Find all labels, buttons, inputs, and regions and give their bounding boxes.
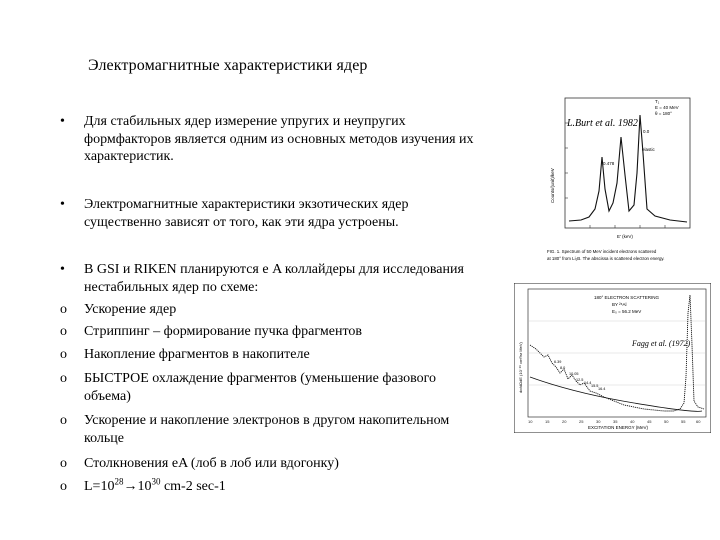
slide-title: Электромагнитные характеристики ядер [88,57,368,74]
figure1-ylabel: Counts/(unit)/keV [550,168,555,203]
figure2-peak-label: 14.4 [584,381,592,385]
sub-marker: o [60,371,67,386]
figure2-xtick: 25 [579,419,584,424]
lumi-exp1: 28 [114,476,124,487]
figure-burt-spectrum [545,93,695,268]
luminosity-line [84,478,474,496]
figure2-peak-label: 6.39 [554,360,562,364]
figure2-peak-label: 10.05 [569,372,579,376]
lumi-prefix: L=10 [84,479,115,494]
figure1-legend-line3: θ = 180° [655,111,672,116]
figure-fagg-svg [514,283,711,433]
sub-item-accumulation: Накопление фрагментов в накопителе [84,347,310,362]
figure2-peak-label: 8.0 [560,366,566,370]
bullet-stable-nuclei: Для стабильных ядер измерение упругих и неупругих формфакторов является одним из основных методов изучения их характеристик. [84,114,474,164]
figure2-xtick: 35 [613,419,618,424]
figure2-xtick: 40 [630,419,635,424]
figure2-xtick: 20 [562,419,567,424]
figure1-peak-label: 0.478 [603,161,615,166]
lumi-suffix: cm-2 sec-1 [160,479,226,494]
figure2-ylabel: dσ/dΩdE (10⁻²⁹ cm²/sr MeV) [518,342,523,393]
figure2-xtick: 15 [545,419,550,424]
figure1-peak-label: 0.0 [643,129,650,134]
sub-marker: o [60,302,67,317]
sub-item-collisions: Столкновения eA (лоб в лоб или вдогонку) [84,456,339,471]
figure2-peak-label: 15.5 [591,384,599,388]
figure2-peak-label: 16.4 [598,387,606,391]
figure1-legend-line2: E = 40 MeV [655,105,679,110]
figure2-xtick: 60 [696,419,701,424]
figure1-caption-line1: FIG. 1. Spectrum of 50 MeV incident electrons scattered [547,249,657,254]
figure1-xlabel: E' (keV) [617,234,633,239]
figure-burt-svg [545,93,695,268]
figure1-caption-line2: at 180° from Li₂B. The abscissa is scattered electron energy. [547,256,665,261]
bullet-collider-plan: В GSI и RIKEN планируются е A коллайдеры для исследования нестабильных ядер по схеме: [84,262,464,295]
figure2-annotation: Fagg et al. (1972) [632,339,691,348]
figure2-title-line1: 180° ELECTRON SCATTERING [594,295,659,300]
figure2-xlabel: EXCITATION ENERGY (MeV) [588,425,649,430]
sub-marker: o [60,456,67,471]
figure2-peak-label: 12.5 [576,378,584,382]
bullet-marker: • [60,262,65,277]
sub-item-cooling: БЫСТРОЕ охлаждение фрагментов (уменьшение фазового объема) [84,371,437,404]
lumi-arrow: →10 [123,479,152,494]
bullet-exotic-nuclei: Электромагнитные характеристики экзотических ядер существенно зависят от того, как эти ядра устроены. [84,197,409,230]
figure2-xtick: 55 [681,419,686,424]
bullet-marker: • [60,114,65,129]
sub-marker: o [60,413,67,428]
sub-marker: o [60,347,67,362]
sub-item-stripping: Стриппинг – формирование пучка фрагментов [84,324,362,339]
figure1-peak-label: elastic [642,147,655,152]
figure2-xtick: 45 [647,419,652,424]
figure2-xtick: 50 [664,419,669,424]
sub-marker: o [60,479,67,494]
figure2-xtick: 10 [528,419,533,424]
sub-item-acceleration: Ускорение ядер [84,302,177,317]
figure-fagg-spectrum [514,283,711,433]
lumi-exp2: 30 [151,476,161,487]
figure1-annotation: L.Burt et al. 1982 [567,118,638,129]
sub-marker: o [60,324,67,339]
figure2-title-line3: E₀ = 56.2 MeV [612,309,642,314]
sub-item-electrons: Ускорение и накопление электронов в другом накопительном кольце [84,413,450,446]
figure1-legend-line1: T₁ [655,99,660,104]
bullet-marker: • [60,197,65,212]
figure2-xtick: 30 [596,419,601,424]
figure2-title-line2: BY ²⁶Al [612,302,627,307]
